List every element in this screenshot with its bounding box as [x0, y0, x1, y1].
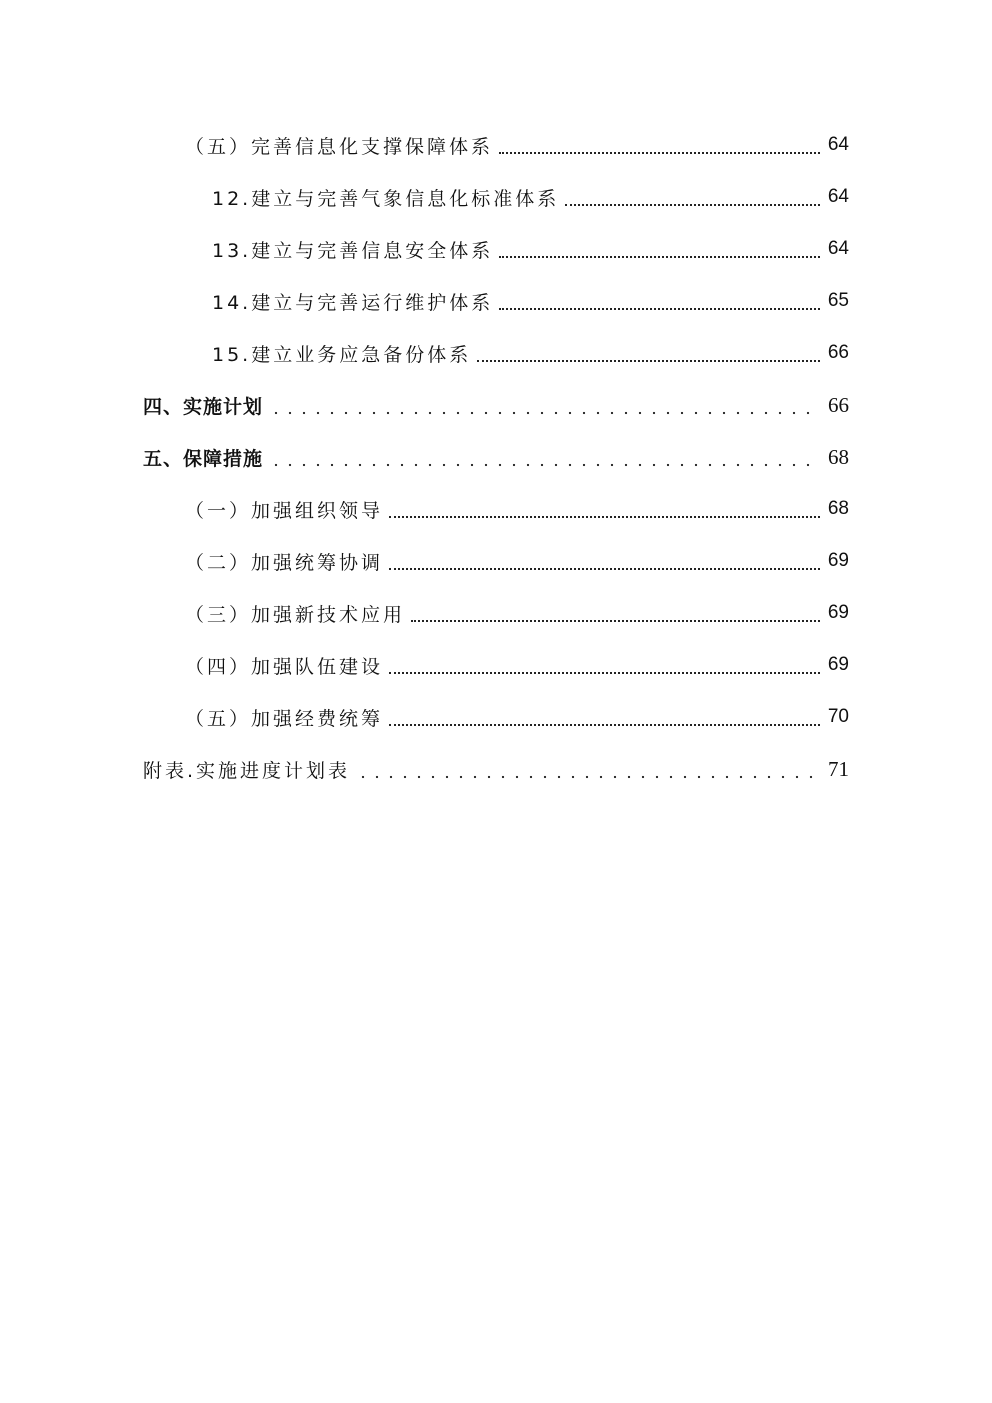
toc-entry[interactable]	[185, 702, 849, 732]
toc-entry-page: 65	[827, 290, 849, 311]
dot-leader	[477, 359, 820, 362]
dot-leader	[389, 671, 820, 674]
toc-entry-label: 14.建立与完善运行维护体系	[212, 291, 494, 314]
toc-entry-page: 64	[827, 134, 849, 155]
dot-leader	[269, 411, 820, 415]
toc-entry-label: 五、保障措施	[143, 447, 264, 470]
dot-leader	[565, 203, 820, 206]
toc-entry-page: 66	[827, 342, 849, 363]
dot-leader	[356, 775, 820, 779]
toc-entry-page: 66	[828, 392, 849, 417]
toc-entry[interactable]	[185, 598, 849, 628]
toc-entry-page: 70	[827, 706, 849, 727]
toc-entry[interactable]	[143, 442, 849, 472]
toc-entry-page: 64	[827, 238, 849, 259]
toc-entry-page: 69	[827, 550, 849, 571]
toc-entry[interactable]	[185, 650, 849, 680]
toc-entry[interactable]	[143, 754, 849, 784]
toc-entry-page: 68	[827, 498, 849, 519]
toc-entry-label: 15.建立业务应急备份体系	[212, 343, 472, 366]
toc-entry[interactable]	[185, 130, 849, 160]
toc-entry[interactable]	[143, 390, 849, 420]
toc-entry-label: （五）加强经费统筹	[185, 707, 384, 730]
dot-leader	[389, 515, 820, 518]
toc-entry-label: （五）完善信息化支撑保障体系	[185, 135, 494, 158]
dot-leader	[411, 619, 820, 622]
toc-entry[interactable]	[212, 182, 849, 212]
dot-leader	[389, 567, 820, 570]
toc-entry[interactable]	[185, 546, 849, 576]
toc-entry-page: 69	[827, 602, 849, 623]
toc-entry[interactable]	[212, 338, 849, 368]
toc-entry-page: 68	[828, 444, 849, 469]
toc-entry-label: （三）加强新技术应用	[185, 603, 406, 626]
toc-entry[interactable]	[212, 234, 849, 264]
toc-entry-label: 附表.实施进度计划表	[143, 759, 351, 782]
toc-entry[interactable]	[212, 286, 849, 316]
dot-leader	[499, 151, 820, 154]
dot-leader	[269, 463, 820, 467]
toc-entry-label: （四）加强队伍建设	[185, 655, 384, 678]
toc-entry-label: 四、实施计划	[143, 395, 264, 418]
toc-entry[interactable]	[185, 494, 849, 524]
toc-entry-label: （二）加强统筹协调	[185, 551, 384, 574]
dot-leader	[389, 723, 820, 726]
toc-entry-label: 13.建立与完善信息安全体系	[212, 239, 494, 262]
toc-entry-label: 12.建立与完善气象信息化标准体系	[212, 187, 560, 210]
toc-entry-page: 71	[828, 756, 849, 781]
dot-leader	[499, 307, 820, 310]
toc-entry-label: （一）加强组织领导	[185, 499, 384, 522]
dot-leader	[499, 255, 820, 258]
toc-entry-page: 69	[827, 654, 849, 675]
toc-entry-page: 64	[827, 186, 849, 207]
